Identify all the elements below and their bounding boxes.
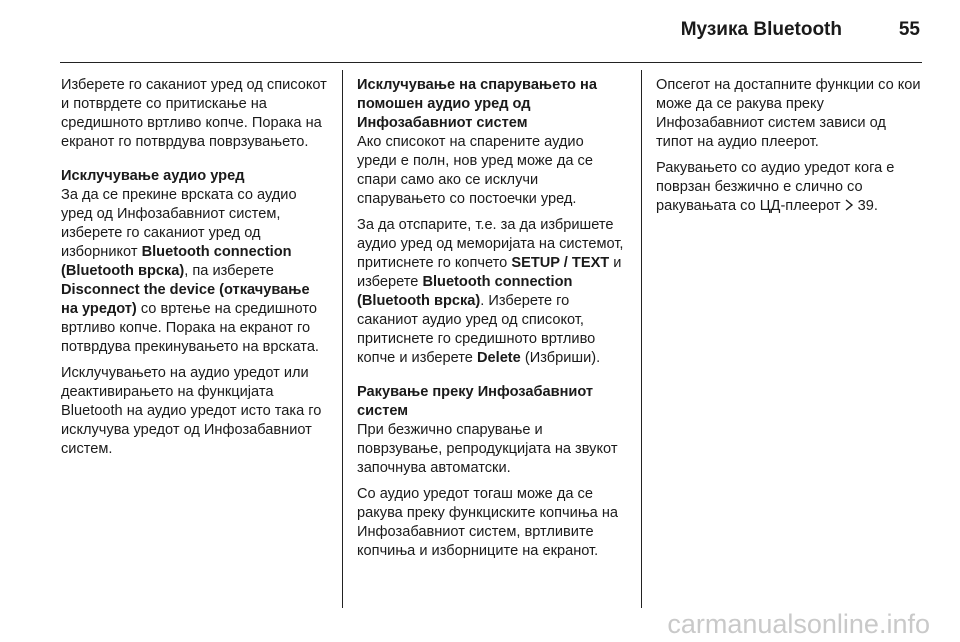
menu-reference: Disconnect the device (откачување на уредот) xyxy=(61,282,310,317)
paragraph xyxy=(357,383,625,478)
text: За да отспарите, т.е. за да избришете аудио уред од меморијата на системот, притиснете го копчето xyxy=(357,217,624,271)
column-1 xyxy=(61,76,329,466)
header-rule xyxy=(60,62,922,63)
section-heading: Исклучување аудио уред xyxy=(61,168,245,184)
text: При безжично спарување и поврзување, репродукцијата на звукот започнува автоматски. xyxy=(357,422,618,476)
page-reference-arrow-icon xyxy=(845,199,854,211)
paragraph xyxy=(357,76,625,209)
page-number: 55 xyxy=(898,19,920,40)
paragraph xyxy=(357,216,625,368)
page-reference[interactable]: 39. xyxy=(857,198,878,214)
paragraph: Изберете го саканиот уред од списокот и потврдете со притискање на средишното вртливо копче. Порака на екранот го потврдува поврзувањето. xyxy=(61,77,327,150)
section-heading: Исклучување на спарувањето на помошен аудио уред од Инфозабавниот систем xyxy=(357,77,597,131)
text: со вртење на средишното вртливо копче. Порака на екранот го потврдува прекинувањето на врската. xyxy=(61,301,319,355)
paragraph: Исклучувањето на аудио уредот или деактивирањето на функцијата Bluetooth на аудио уредот исто така го исклучува уредот од Инфозабавниот систем. xyxy=(61,365,322,457)
paragraph xyxy=(656,159,924,216)
text: , па изберете xyxy=(184,263,274,279)
section-heading: Ракување преку Инфозабавниот систем xyxy=(357,384,594,419)
column-divider-1 xyxy=(342,70,343,608)
text: Ако списокот на спарените аудио уреди е полн, нов уред може да се спари само ако се исклучи спарувањето со постоечки уред. xyxy=(357,134,593,207)
column-divider-2 xyxy=(641,70,642,608)
page-title: Музика Bluetooth xyxy=(680,19,842,40)
menu-reference: Bluetooth connection (Bluetooth врска) xyxy=(357,274,573,309)
button-reference: SETUP / TEXT xyxy=(511,255,610,271)
page-header xyxy=(60,16,922,46)
paragraph: Со аудио уредот тогаш може да се ракува преку функциските копчиња на Инфозабавниот систем, вртливите копчиња и изборниците на екранот. xyxy=(357,486,619,559)
menu-reference: Bluetooth connection (Bluetooth врска) xyxy=(61,244,292,279)
text: и изберете xyxy=(357,255,622,290)
text: . Изберете го саканиот аудио уред од списокот, притиснете го средишното вртливо копче и изберете xyxy=(357,293,596,366)
text: За да се прекине врската со аудио уред од Инфозабавниот систем, изберете го саканиот уред од изборникот xyxy=(61,187,297,260)
text: (Избриши). xyxy=(520,350,601,366)
watermark: carmanualsonline.info xyxy=(667,609,930,639)
menu-reference: Delete xyxy=(476,350,521,366)
column-3 xyxy=(656,76,924,223)
text: Ракувањето со аудио уредот кога е поврзан безжично е слично со ракувањата со ЦД-плеерот xyxy=(656,160,895,214)
paragraph: Опсегот на достапните функции со кои може да се ракува преку Инфозабавниот систем зависи од типот на аудио плеерот. xyxy=(656,77,921,150)
column-2 xyxy=(357,76,625,568)
paragraph xyxy=(61,167,329,357)
